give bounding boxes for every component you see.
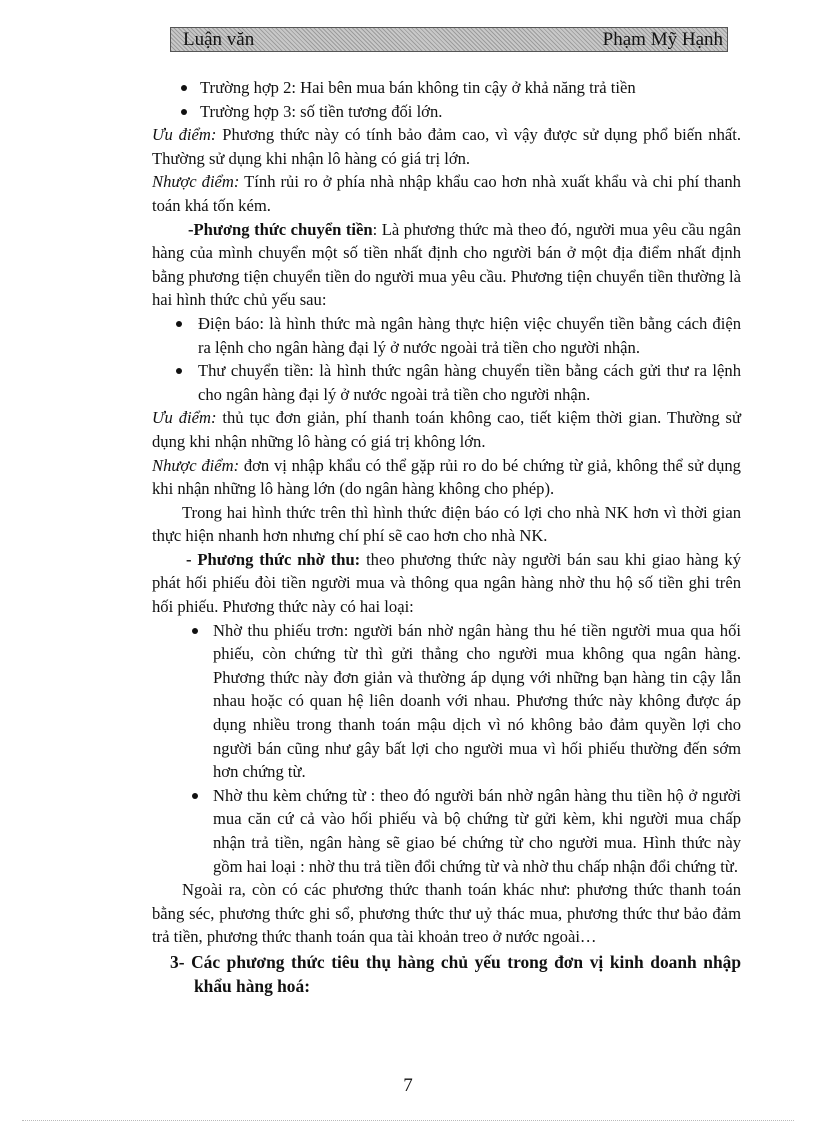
list-item: Trường hợp 3: số tiền tương đối lớn. — [152, 100, 741, 124]
page-header — [170, 27, 728, 52]
page-bottom-divider — [22, 1120, 794, 1121]
bullet-icon — [176, 321, 182, 327]
section-heading: 3- Các phương thức tiêu thụ hàng chủ yếu trong đơn vị kinh doanh nhập khẩu hàng hoá: — [170, 951, 741, 996]
collection-list — [152, 619, 741, 879]
transfer-method-title: Phương thức chuyển tiền — [193, 219, 373, 239]
transfer-method-paragraph: -Phương thức chuyển tiền: Là phương thức mà theo đó, người mua yêu cầu ngân hàng của mình chuyển một số tiền nhất định cho người bán ở một địa điểm nhất định bằng phương tiện chuyển tiền do người mua yêu cầu. Phương tiện chuyển tiền thường là hai hình thức chủ yếu sau: — [152, 219, 741, 310]
disadvantages-paragraph-1: Nhược điểm: Tính rủi ro ở phía nhà nhập khẩu cao hơn nhà xuất khẩu và chi phí thanh toán khá tốn kém. — [152, 172, 741, 215]
list-item: Thư chuyển tiền: là hình thức ngân hàng chuyển tiền bằng cách gửi thư ra lệnh cho ngân hàng đại lý ở nước ngoài trả tiền cho người nhận. — [152, 359, 741, 406]
bullet-icon — [192, 628, 198, 634]
comparison-paragraph: Trong hai hình thức trên thì hình thức điện báo có lợi cho nhà NK hơn vì thời gian thực hiện nhanh hơn nhưng chí phí sẽ cao hơn cho nhà NK. — [152, 502, 741, 546]
header-author: Phạm Mỹ Hạnh — [602, 28, 723, 50]
other-methods-paragraph: Ngoài ra, còn có các phương thức thanh toán khác như: phương thức thanh toán bằng séc, phương thức ghi sổ, phương thức thư uỷ thác mua, phương thức thư bảo đảm trả tiền, phương thức thanh toán qua tài khoản treo ở nước ngoài… — [152, 880, 741, 947]
bullet-icon — [192, 793, 198, 799]
disadvantages-label: Nhược điểm: — [152, 172, 240, 192]
bullet-icon — [176, 368, 182, 374]
page-content — [152, 76, 741, 998]
collection-method-paragraph: - Phương thức nhờ thu: theo phương thức này người bán sau khi giao hàng ký phát hối phiếu đòi tiền người mua và thông qua ngân hàng nhờ thu hộ số tiền ghi trên hối phiếu. Phương thức này có hai loại: — [152, 549, 741, 617]
collection-method-title: Phương thức nhờ thu: — [197, 549, 361, 569]
disadvantages-label: Nhược điểm: — [152, 455, 240, 475]
advantages-label: Ưu điểm: — [152, 125, 217, 145]
bullet-icon — [181, 85, 187, 91]
case-list — [152, 76, 741, 123]
disadvantages-paragraph-2: Nhược điểm: đơn vị nhập khẩu có thể gặp rủi ro do bé chứng từ giả, không thể sử dụng khi nhận những lô hàng lớn (do ngân hàng không cho phép). — [152, 455, 741, 499]
page-number: 7 — [403, 1075, 413, 1096]
advantages-label: Ưu điểm: — [152, 408, 217, 428]
transfer-list — [152, 312, 741, 406]
bullet-icon — [181, 109, 187, 115]
list-item: Nhờ thu kèm chứng từ : theo đó người bán nhờ ngân hàng thu tiền hộ ở người mua căn cứ cả vào hối phiếu và bộ chứng từ gửi kèm, khi người mua chấp nhận trả tiền, ngân hàng sẽ giao bé chứng từ cho người mua. Hình thức này gồm hai loại : nhờ thu trả tiền đổi chứng từ và nhờ thu chấp nhận đổi chứng từ. — [152, 784, 741, 878]
list-item: Trường hợp 2: Hai bên mua bán không tin cậy ở khả năng trả tiền — [152, 76, 741, 100]
advantages-paragraph-2: Ưu điểm: thủ tục đơn giản, phí thanh toán không cao, tiết kiệm thời gian. Thường sử dụng khi nhận những lô hàng có giá trị không lớn. — [152, 408, 741, 451]
header-left-label: Luận văn — [183, 28, 255, 50]
list-item: Điện báo: là hình thức mà ngân hàng thực hiện việc chuyển tiền bằng cách điện ra lệnh cho ngân hàng đại lý ở nước ngoài trả tiền cho người nhận. — [152, 312, 741, 359]
list-item: Nhờ thu phiếu trơn: người bán nhờ ngân hàng thu hé tiền người mua qua hối phiếu, còn chứng từ thì gửi thẳng cho người mua không qua ngân hàng. Phương thức này đơn giản và thường áp dụng với những bạn hàng tin cậy lẫn nhau hoặc có quan hệ liên doanh với nhau. Phương thức này không được áp dụng nhiều trong thanh toán mậu dịch vì nó không bảo đảm quyền lợi cho người bán cũng như gây bất lợi cho người mua vì hối phiếu thường đến sớm hơn chứng từ. — [152, 619, 741, 784]
advantages-paragraph-1: Ưu điểm: Phương thức này có tính bảo đảm cao, vì vậy được sử dụng phổ biến nhất. Thường sử dụng khi nhận lô hàng có giá trị lớn. — [152, 125, 741, 168]
